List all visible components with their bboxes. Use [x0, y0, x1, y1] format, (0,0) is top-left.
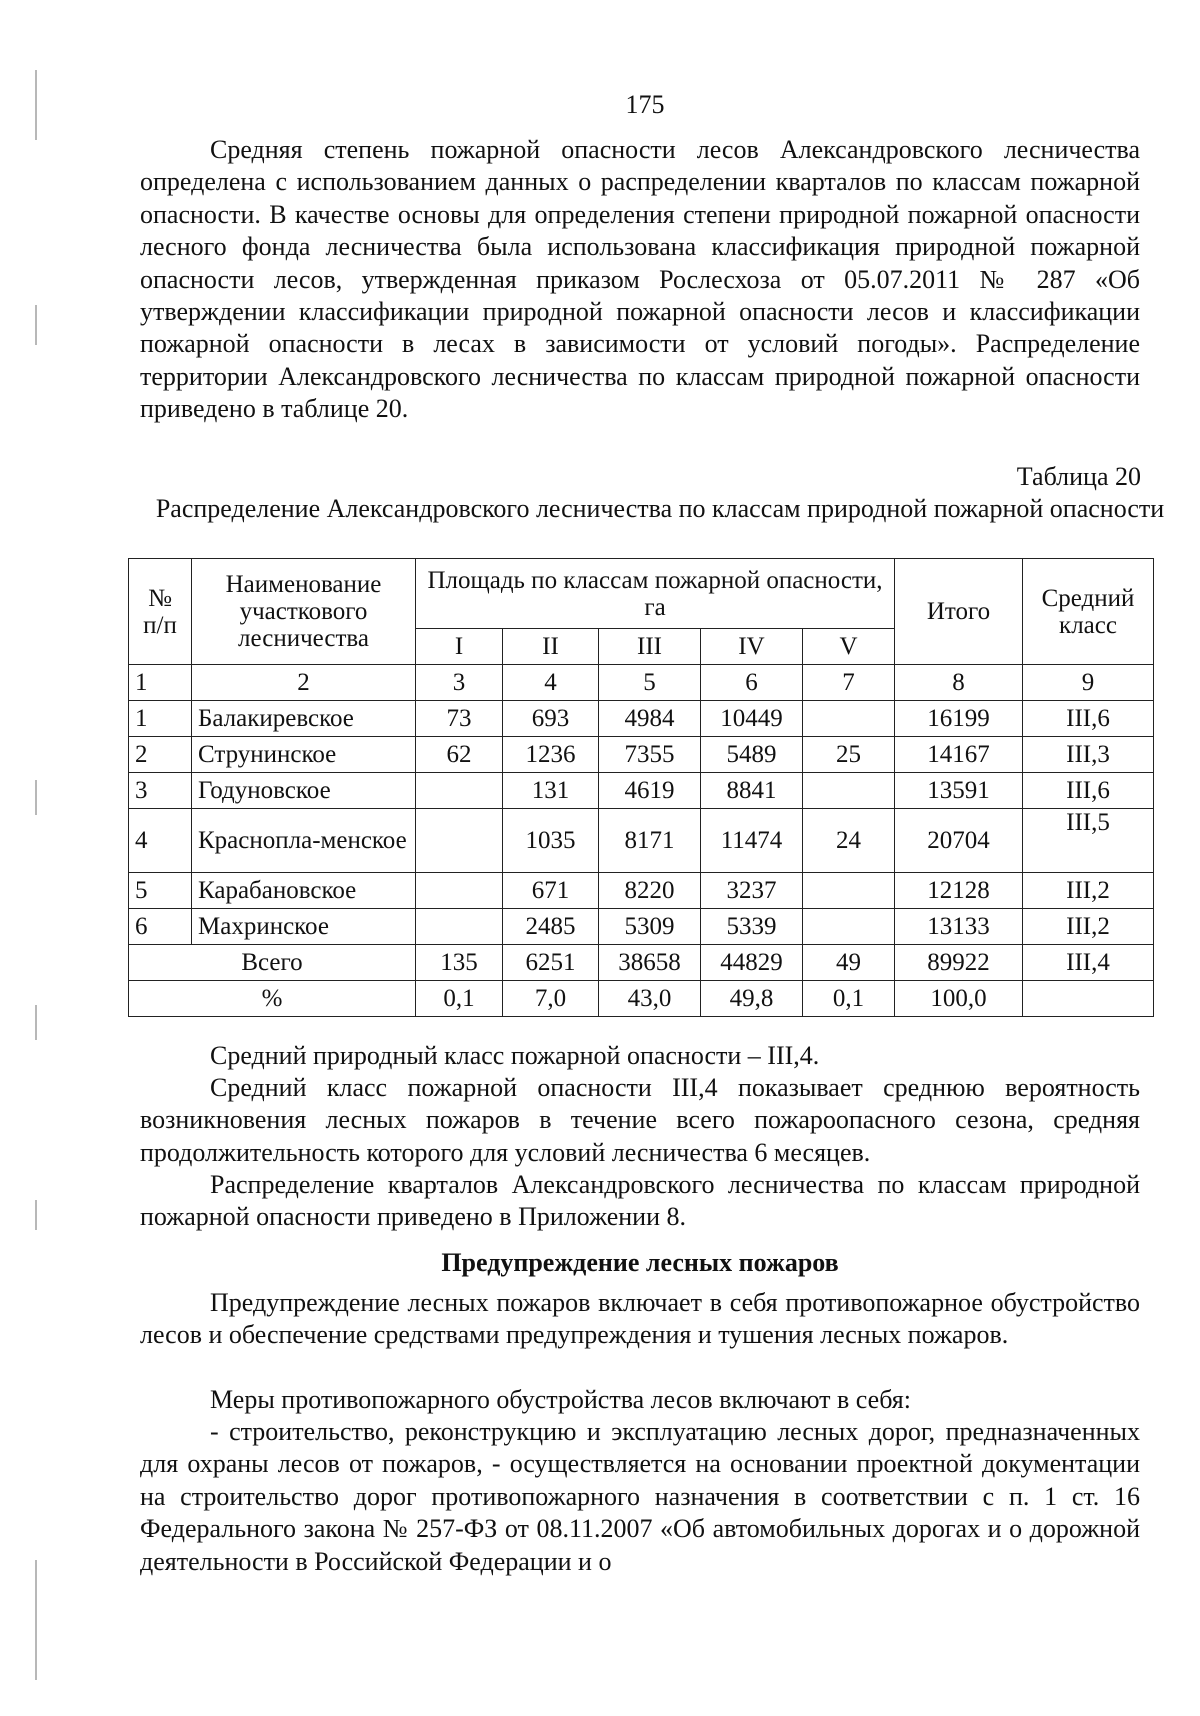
intro-paragraph: Средняя степень пожарной опасности лесов Александровского лесничества определена с использованием данных о распределении кварталов по классам пожарной опасности. В качестве основы для определения степени природной пожарной опасности лесного фонда лесничества была использована классификация природной пожарной опасности лесов, утвержденная приказом Рослесхоза от 05.07.2011 № 287 «Об утверждении классификации природной пожарной опасности лесов и классификации пожарной опасности в лесах в зависимости от условий погоды». Распределение территории Александровского лесничества по классам природной пожарной опасности приведено в таблице 20.: [140, 135, 1140, 424]
row-class-2: 131: [503, 773, 599, 809]
header-avg: Средний класс: [1023, 559, 1154, 665]
average-class-paragraph: Средний природный класс пожарной опасности – III,4.: [210, 1041, 820, 1070]
row-avg: III,2: [1023, 909, 1154, 945]
row-class-5: [803, 873, 895, 909]
prevention-paragraph: Предупреждение лесных пожаров включает в себя противопожарное обустройство лесов и обеспечение средствами предупреждения и тушения лесных пожаров.: [140, 1288, 1140, 1350]
row-class-5: 25: [803, 737, 895, 773]
row-class-5: [803, 701, 895, 737]
row-name: Годуновское: [192, 773, 416, 809]
row-class-3: 5309: [599, 909, 701, 945]
column-number: 4: [503, 665, 599, 701]
row-num: 1: [129, 701, 192, 737]
row-avg: III,2: [1023, 873, 1154, 909]
column-number: 3: [416, 665, 503, 701]
percent-class-4: 49,8: [701, 981, 803, 1017]
table-row: [129, 809, 1154, 873]
total-class-1: 135: [416, 945, 503, 981]
row-num: 2: [129, 737, 192, 773]
header-class: IV: [701, 629, 803, 665]
row-class-5: 24: [803, 809, 895, 873]
percent-total: 100,0: [895, 981, 1023, 1017]
row-total: 14167: [895, 737, 1023, 773]
row-class-3: 4984: [599, 701, 701, 737]
row-name: Струнинское: [192, 737, 416, 773]
row-num: 3: [129, 773, 192, 809]
column-number-row: [129, 665, 1154, 701]
scan-margin-mark: [35, 1005, 37, 1040]
row-total: 13133: [895, 909, 1023, 945]
total-total: 89922: [895, 945, 1023, 981]
scan-margin-mark: [35, 1200, 37, 1230]
header-total: Итого: [895, 559, 1023, 665]
table-row: [129, 873, 1154, 909]
total-class-2: 6251: [503, 945, 599, 981]
row-class-4: 5489: [701, 737, 803, 773]
row-class-1: [416, 809, 503, 873]
header-class: I: [416, 629, 503, 665]
row-class-2: 1236: [503, 737, 599, 773]
row-class-4: 8841: [701, 773, 803, 809]
total-class-4: 44829: [701, 945, 803, 981]
row-name: Карабановское: [192, 873, 416, 909]
row-name: Краснопла-менское: [192, 809, 416, 873]
row-avg: III,3: [1023, 737, 1154, 773]
column-number: 6: [701, 665, 803, 701]
row-class-2: 693: [503, 701, 599, 737]
row-name: Махринское: [192, 909, 416, 945]
table-title: Распределение Александровского лесничества по классам природной пожарной опасности: [155, 494, 1165, 523]
row-total: 13591: [895, 773, 1023, 809]
row-avg: III,6: [1023, 701, 1154, 737]
header-name: Наименование участкового лесничества: [192, 559, 416, 665]
row-class-1: 62: [416, 737, 503, 773]
measures-paragraph: Меры противопожарного обустройства лесов включают в себя:: [210, 1385, 911, 1414]
roads-paragraph: - строительство, реконструкцию и эксплуатацию лесных дорог, предназначенных для охраны лесов от пожаров, - осуществляется на основании проектной документации на строительство дорог противопожарного назначения в соответствии с п. 1 ст. 16 Федерального закона № 257-ФЗ от 08.11.2007 «Об автомобильных дорогах и о дорожной деятельности в Российской Федерации и о: [140, 1417, 1140, 1576]
column-number: 1: [129, 665, 192, 701]
table-row: [129, 737, 1154, 773]
row-class-5: [803, 773, 895, 809]
row-num: 6: [129, 909, 192, 945]
table-row: [129, 909, 1154, 945]
header-num: № п/п: [129, 559, 192, 665]
row-class-4: 3237: [701, 873, 803, 909]
fire-danger-table: [128, 558, 1154, 1017]
column-number: 7: [803, 665, 895, 701]
row-class-2: 1035: [503, 809, 599, 873]
header-class: II: [503, 629, 599, 665]
percent-label: %: [129, 981, 416, 1017]
percent-avg: [1023, 981, 1154, 1017]
page-number: 175: [625, 90, 665, 119]
row-total: 12128: [895, 873, 1023, 909]
row-class-1: [416, 873, 503, 909]
row-class-1: [416, 909, 503, 945]
probability-paragraph: Средний класс пожарной опасности III,4 показывает среднюю вероятность возникновения лесных пожаров в течение всего пожароопасного сезона, средняя продолжительность которого для условий лесничества 6 месяцев.: [140, 1073, 1140, 1167]
row-class-4: 5339: [701, 909, 803, 945]
percent-class-1: 0,1: [416, 981, 503, 1017]
total-label: Всего: [129, 945, 416, 981]
row-name: Балакиревское: [192, 701, 416, 737]
row-class-2: 2485: [503, 909, 599, 945]
scan-margin-mark: [35, 305, 37, 345]
table-row: [129, 701, 1154, 737]
row-class-2: 671: [503, 873, 599, 909]
row-total: 20704: [895, 809, 1023, 873]
row-class-4: 11474: [701, 809, 803, 873]
total-class-3: 38658: [599, 945, 701, 981]
percent-row: [129, 981, 1154, 1017]
scan-margin-mark: [35, 1560, 37, 1680]
total-row: [129, 945, 1154, 981]
row-num: 5: [129, 873, 192, 909]
percent-class-5: 0,1: [803, 981, 895, 1017]
row-avg: III,5: [1023, 809, 1154, 873]
scan-margin-mark: [35, 780, 37, 815]
row-class-3: 8171: [599, 809, 701, 873]
row-avg: III,6: [1023, 773, 1154, 809]
column-number: 9: [1023, 665, 1154, 701]
row-class-1: [416, 773, 503, 809]
header-class: III: [599, 629, 701, 665]
percent-class-3: 43,0: [599, 981, 701, 1017]
total-avg: III,4: [1023, 945, 1154, 981]
column-number: 8: [895, 665, 1023, 701]
row-class-5: [803, 909, 895, 945]
section-heading: Предупреждение лесных пожаров: [441, 1248, 839, 1277]
row-class-3: 7355: [599, 737, 701, 773]
row-class-3: 8220: [599, 873, 701, 909]
total-class-5: 49: [803, 945, 895, 981]
row-class-4: 10449: [701, 701, 803, 737]
row-num: 4: [129, 809, 192, 873]
row-total: 16199: [895, 701, 1023, 737]
table-row: [129, 773, 1154, 809]
row-class-3: 4619: [599, 773, 701, 809]
appendix-paragraph: Распределение кварталов Александровского лесничества по классам природной пожарной опасности приведено в Приложении 8.: [140, 1170, 1140, 1232]
table-label: Таблица 20: [1016, 462, 1141, 491]
row-class-1: 73: [416, 701, 503, 737]
percent-class-2: 7,0: [503, 981, 599, 1017]
column-number: 5: [599, 665, 701, 701]
header-area-group: Площадь по классам пожарной опасности, га: [416, 559, 895, 629]
header-class: V: [803, 629, 895, 665]
column-number: 2: [192, 665, 416, 701]
